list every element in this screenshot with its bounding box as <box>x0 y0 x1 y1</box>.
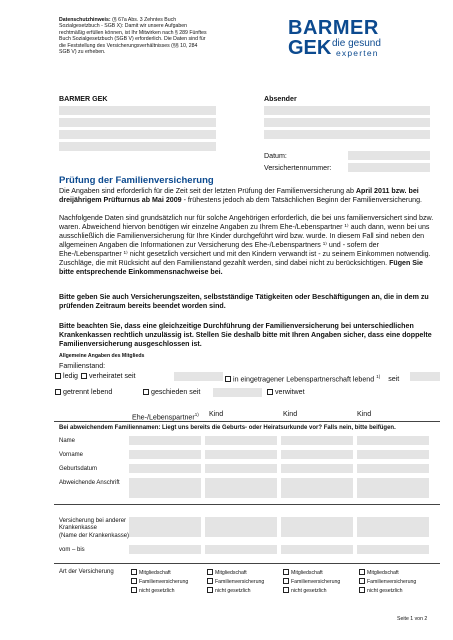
insurer-label: BARMER GEK <box>59 95 108 103</box>
widowed-option <box>267 388 305 397</box>
child3-private-label: nicht gesetzlich <box>367 587 403 594</box>
child2-family-checkbox[interactable] <box>283 578 289 584</box>
date-field[interactable] <box>348 151 430 160</box>
insurance-type-partner <box>131 569 188 594</box>
logo-tagline-1: die gesund <box>332 38 381 49</box>
intro-text-2-bold: Fügen Sie bitte entsprechende Einkommensnachweise bei. <box>59 259 423 276</box>
column-child-3: Kind <box>357 410 372 418</box>
cell-child2-address[interactable] <box>281 478 353 498</box>
partnership-since-field[interactable] <box>410 372 440 381</box>
child3-private-checkbox[interactable] <box>359 587 365 593</box>
from-to-label: vom – bis <box>59 547 85 553</box>
partnership-option <box>225 372 399 384</box>
divorced-option <box>143 388 200 397</box>
cell-child3-name[interactable] <box>357 436 429 445</box>
different-surname-note: Bei abweichendem Familiennamen: Liegt uns bereits die Geburts- oder Heiratsurkunde vor? Falls nein, bitte beifügen. <box>59 425 396 431</box>
logo-tagline-2: experten <box>336 48 379 58</box>
cell-child2-from-to[interactable] <box>281 545 353 554</box>
note-double-insurance: Bitte beachten Sie, dass eine gleichzeitige Durchführung der Familienversicherung bei unterschiedlichen Krankenkassen rechtlich unzulässig ist. Stellen Sie deshalb bitte mit Ihren Angaben sicher, dass eine doppelte Familienversicherung ausgeschlossen ist. <box>59 322 432 348</box>
logo-barmer-text: BARMER <box>288 17 379 39</box>
partnership-label: in eingetragener Lebenspartnerschaft lebend <box>233 375 375 384</box>
child2-membership-label: Mitgliedschaft <box>291 570 323 576</box>
ledig-checkbox[interactable] <box>55 373 61 379</box>
page-number: Seite 1 von 2 <box>397 616 428 622</box>
sender-line-3[interactable] <box>264 130 430 139</box>
child3-membership-label: Mitgliedschaft <box>367 570 399 576</box>
other-insurer-label <box>59 518 129 540</box>
divorced-seit-label: seit <box>189 388 201 396</box>
cell-child3-firstname[interactable] <box>357 450 429 459</box>
cell-partner-birthdate[interactable] <box>129 464 201 473</box>
privacy-notice-heading: Datenschutzhinweis: <box>59 17 111 23</box>
other-insurer-label-1: Versicherung bei anderer <box>59 518 127 524</box>
barmer-gek-logo <box>288 18 418 66</box>
child2-membership-checkbox[interactable] <box>283 569 289 575</box>
cell-child1-birthdate[interactable] <box>205 464 277 473</box>
cell-partner-other-insurer[interactable] <box>129 517 201 537</box>
cell-child2-other-insurer[interactable] <box>281 517 353 537</box>
row-label-firstname: Vorname <box>59 452 84 458</box>
intro-text-period: April 2011 bzw. bei dreijährigem Prüfturnus ab Mai 2009 <box>59 187 419 204</box>
intro-text-c: - frühestens jedoch ab dem Tatsächlichen Beginn der Familienversicherung. <box>181 196 423 204</box>
cell-child3-address[interactable] <box>357 478 429 498</box>
child2-family-label: Familienversicherung <box>291 578 341 585</box>
table-lower-rule <box>54 563 440 564</box>
marital-status-row-1 <box>55 372 136 381</box>
insurance-type-child3 <box>359 569 416 594</box>
child1-family-label: Familienversicherung <box>215 578 265 585</box>
child3-family-label: Familienversicherung <box>367 578 417 585</box>
cell-partner-firstname[interactable] <box>129 450 201 459</box>
sender-line-1[interactable] <box>264 106 430 115</box>
divorced-label: geschieden <box>151 388 188 396</box>
insurer-address-line-4[interactable] <box>59 142 216 151</box>
cell-child1-other-insurer[interactable] <box>205 517 277 537</box>
partnership-seit-label: seit <box>388 375 400 384</box>
intro-paragraph-1 <box>59 187 436 205</box>
other-insurer-label-3: (Name der Krankenkasse) <box>59 532 130 539</box>
cell-child3-from-to[interactable] <box>357 545 429 554</box>
widowed-checkbox[interactable] <box>267 389 273 395</box>
child2-private-checkbox[interactable] <box>283 587 289 593</box>
insurer-address-line-1[interactable] <box>59 106 216 115</box>
separated-option <box>55 388 112 397</box>
insurance-number-field[interactable] <box>348 163 430 172</box>
privacy-notice <box>59 17 209 55</box>
insurance-number-label: Versichertennummer: <box>264 164 332 172</box>
child1-private-checkbox[interactable] <box>207 587 213 593</box>
married-since-field[interactable] <box>174 372 223 381</box>
other-insurer-label-2: Krankenkasse <box>59 525 98 532</box>
column-partner-label: Ehe-/Lebenspartner <box>132 413 195 422</box>
insurer-address-line-3[interactable] <box>59 130 216 139</box>
partner-membership-checkbox[interactable] <box>131 569 137 575</box>
cell-child3-other-insurer[interactable] <box>357 517 429 537</box>
cell-child3-birthdate[interactable] <box>357 464 429 473</box>
cell-child1-name[interactable] <box>205 436 277 445</box>
general-heading: Allgemeine Angaben des Mitglieds <box>59 353 145 359</box>
marital-status-label: Familienstand: <box>59 362 106 370</box>
logo-gek-text: GEK <box>288 37 332 59</box>
partner-family-checkbox[interactable] <box>131 578 137 584</box>
widowed-label: verwitwet <box>275 388 305 396</box>
table-top-rule <box>54 421 440 422</box>
insurance-type-label: Art der Versicherung <box>59 569 114 575</box>
cell-child2-birthdate[interactable] <box>281 464 353 473</box>
cell-partner-name[interactable] <box>129 436 201 445</box>
child1-membership-checkbox[interactable] <box>207 569 213 575</box>
partner-membership-label: Mitgliedschaft <box>139 570 171 576</box>
intro-text-2: Nachfolgende Daten sind grundsätzlich nur für solche Angehörigen erforderlich, die bei uns familienversichert sind bzw. waren. Abweichend hiervon benötigen wir einzelne Angaben zu Ihrem Ehe-/Lebenspartner ¹⁾ auch dann, wenn bei uns ausschließlich die Familienversicherung für Ihre Kinder durchgeführt wird bzw. wurde. In diesem Fall sind neben den allgemeinen Angaben die Informationen zur Versicherung des Ehe-/Lebenspartners ¹⁾ und - sofern der Ehe-/Lebenspartner ¹⁾ nicht gesetzlich versichert und mit den Kindern verwandt ist - zu seinem Einkommen notwendig. Zuschläge, die mit Rücksicht auf den Familienstand gezahlt werden, sind dabei nicht zu berücksichtigen. <box>59 214 434 267</box>
verheiratet-label: verheiratet <box>88 372 123 380</box>
partnership-footnote: 1) <box>376 374 381 379</box>
cell-child1-from-to[interactable] <box>205 545 277 554</box>
cell-child2-firstname[interactable] <box>281 450 353 459</box>
separated-label: getrennt lebend <box>63 388 113 396</box>
row-label-birthdate: Geburtsdatum <box>59 466 98 472</box>
partner-private-checkbox[interactable] <box>131 587 137 593</box>
page-title: Prüfung der Familienversicherung <box>59 175 214 186</box>
verheiratet-checkbox[interactable] <box>81 373 87 379</box>
intro-text-a: Die Angaben sind erforderlich für die Zeit seit der letzten Prüfung der Familienversicherung ab <box>59 187 356 195</box>
insurer-address-line-2[interactable] <box>59 118 216 127</box>
insurance-type-child2 <box>283 569 340 594</box>
row-label-address: Abweichende Anschrift <box>59 480 120 486</box>
child1-family-checkbox[interactable] <box>207 578 213 584</box>
divorced-checkbox[interactable] <box>143 389 149 395</box>
divorced-since-field[interactable] <box>213 388 262 397</box>
cell-partner-address[interactable] <box>129 478 201 498</box>
intro-paragraph-2 <box>59 214 436 277</box>
ledig-label: ledig <box>63 372 78 380</box>
child2-private-label: nicht gesetzlich <box>291 587 327 594</box>
insurance-type-child1 <box>207 569 264 594</box>
row-label-name: Name <box>59 438 76 444</box>
partner-family-label: Familienversicherung <box>139 578 189 585</box>
cell-child1-address[interactable] <box>205 478 277 498</box>
sender-line-2[interactable] <box>264 118 430 127</box>
privacy-notice-text: (§ 67a Abs. 3 Zehntes Buch Sozialgesetzbuch - SGB X): Damit wir unsere Aufgaben rechtmäßig erfüllen können, ist Ihr Mitwirken nach § 289 Fünftes Buch Sozialgesetzbuch (SGB V) erforderlich. Die Daten sind für die Feststellung des Versicherungsverhältnisses (§§ 10, 284 SGB V) zu erheben. <box>59 17 207 56</box>
cell-partner-from-to[interactable] <box>129 545 201 554</box>
child1-membership-label: Mitgliedschaft <box>215 570 247 576</box>
column-child-2: Kind <box>283 410 298 418</box>
sender-label: Absender <box>264 95 297 103</box>
note-insurance-periods: Bitte geben Sie auch Versicherungszeiten, selbstständige Tätigkeiten oder Beschäftigungen an, die in dem zu prüfenden Zeitraum bereits beendet worden sind. <box>59 293 429 310</box>
table-mid-rule <box>54 504 440 505</box>
cell-child1-firstname[interactable] <box>205 450 277 459</box>
child3-membership-checkbox[interactable] <box>359 569 365 575</box>
cell-child2-name[interactable] <box>281 436 353 445</box>
column-child-1: Kind <box>209 410 224 418</box>
child3-family-checkbox[interactable] <box>359 578 365 584</box>
partnership-checkbox[interactable] <box>225 376 231 382</box>
column-partner-footnote: 1) <box>194 412 199 417</box>
partner-private-label: nicht gesetzlich <box>139 587 175 594</box>
separated-checkbox[interactable] <box>55 389 61 395</box>
child1-private-label: nicht gesetzlich <box>215 587 251 594</box>
date-label: Datum: <box>264 152 287 160</box>
verheiratet-seit-label: seit <box>124 372 136 380</box>
